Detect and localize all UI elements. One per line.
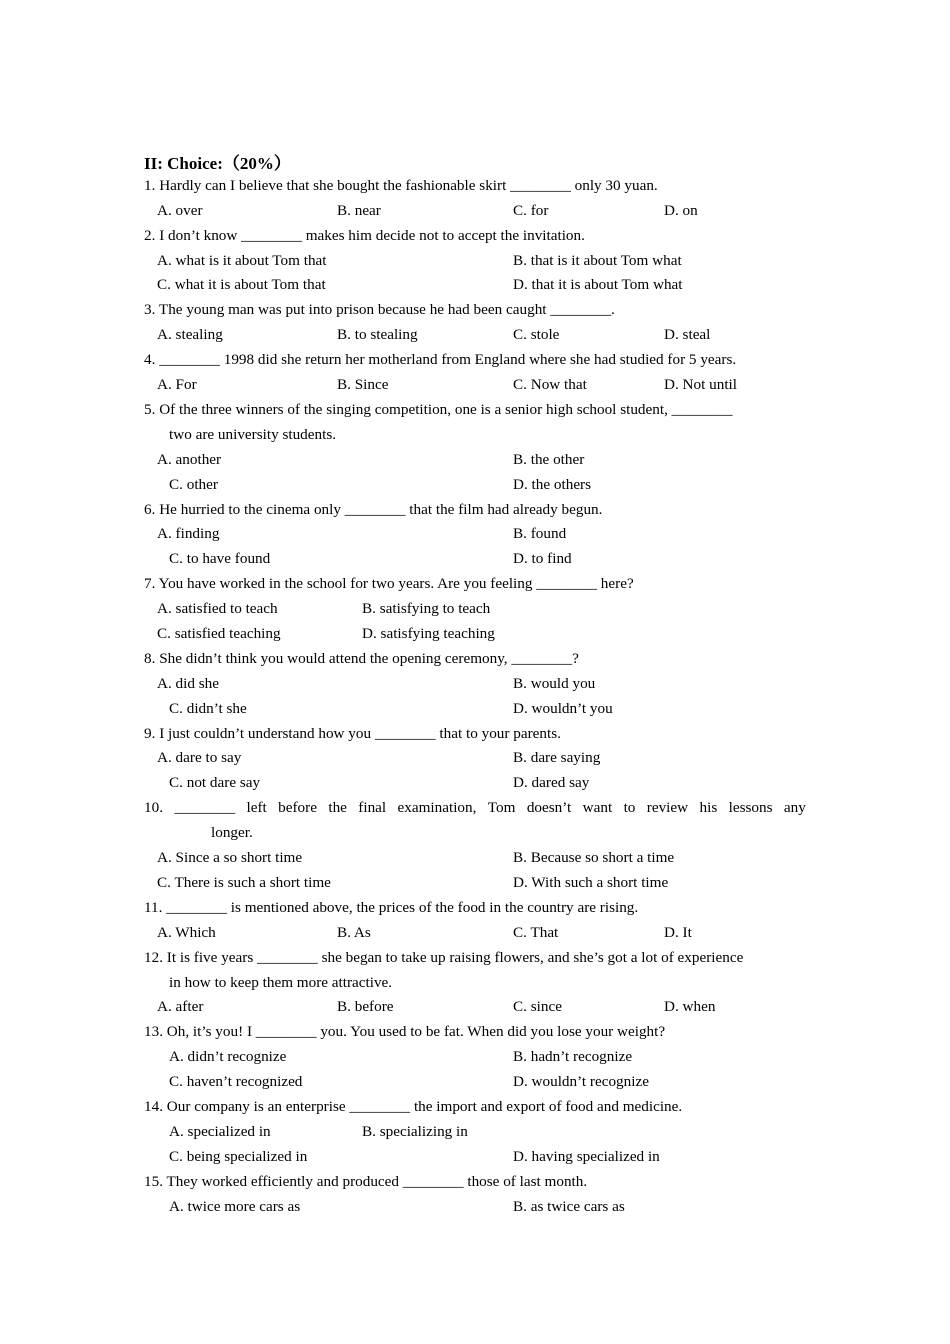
question-10-option-a: A. Since a so short time bbox=[157, 849, 303, 866]
question-10-word: doesn’t bbox=[526, 799, 572, 816]
question-5-option-a: A. another bbox=[157, 451, 222, 468]
question-10-option-c: C. There is such a short time bbox=[157, 874, 331, 891]
question-10-stem-continued: longer. bbox=[211, 824, 253, 841]
question-5-option-b: B. the other bbox=[513, 451, 585, 468]
question-1-option-d: D. on bbox=[664, 202, 698, 219]
question-4-option-a: A. For bbox=[157, 376, 197, 393]
question-1-stem: 1. Hardly can I believe that she bought the fashionable skirt ________ only 30 yuan. bbox=[144, 177, 658, 194]
question-6-option-d: D. to find bbox=[513, 550, 572, 567]
question-12-stem-continued: in how to keep them more attractive. bbox=[169, 974, 393, 991]
question-10-option-b: B. Because so short a time bbox=[513, 849, 675, 866]
question-10-word: examination, bbox=[397, 799, 477, 816]
question-5-stem-continued: two are university students. bbox=[169, 426, 337, 443]
question-13-option-a: A. didn’t recognize bbox=[169, 1048, 287, 1065]
question-13-stem: 13. Oh, it’s you! I ________ you. You used to be fat. When did you lose your weight? bbox=[144, 1023, 666, 1040]
question-4-stem: 4. ________ 1998 did she return her motherland from England where she had studied for 5 years. bbox=[144, 351, 737, 368]
question-7-option-a: A. satisfied to teach bbox=[157, 600, 278, 617]
question-9-option-a: A. dare to say bbox=[157, 749, 242, 766]
question-3-option-d: D. steal bbox=[664, 326, 711, 343]
question-3-option-b: B. to stealing bbox=[337, 326, 418, 343]
question-5-option-d: D. the others bbox=[513, 476, 592, 493]
question-10-word: the bbox=[328, 799, 347, 816]
question-9-option-b: B. dare saying bbox=[513, 749, 601, 766]
question-10-word: before bbox=[278, 799, 317, 816]
question-11-option-a: A. Which bbox=[157, 924, 216, 941]
question-10-word: any bbox=[783, 799, 806, 816]
question-6-stem: 6. He hurried to the cinema only ________ that the film had already begun. bbox=[144, 501, 603, 518]
question-14-option-a: A. specialized in bbox=[169, 1123, 271, 1140]
question-12-option-b: B. before bbox=[337, 998, 394, 1015]
question-8-option-b: B. would you bbox=[513, 675, 596, 692]
question-9-option-d: D. dared say bbox=[513, 774, 590, 791]
question-4-option-d: D. Not until bbox=[664, 376, 737, 393]
question-14-stem: 14. Our company is an enterprise ________ the import and export of food and medicine. bbox=[144, 1098, 683, 1115]
question-7-option-b: B. satisfying to teach bbox=[362, 600, 491, 617]
question-10-word: ________ bbox=[174, 799, 236, 816]
question-6-option-b: B. found bbox=[513, 525, 567, 542]
question-10-word: to bbox=[623, 799, 636, 816]
question-5-option-c: C. other bbox=[169, 476, 218, 493]
question-14-option-d: D. having specialized in bbox=[513, 1148, 660, 1165]
question-12-stem: 12. It is five years ________ she began to take up raising flowers, and she’s got a lot of experience bbox=[144, 949, 744, 966]
question-9-stem: 9. I just couldn’t understand how you ________ that to your parents. bbox=[144, 725, 561, 742]
question-3-option-c: C. stole bbox=[513, 326, 560, 343]
question-4-option-c: C. Now that bbox=[513, 376, 587, 393]
question-6-option-c: C. to have found bbox=[169, 550, 271, 567]
question-15-option-b: B. as twice cars as bbox=[513, 1198, 625, 1215]
question-11-option-d: D. It bbox=[664, 924, 692, 941]
question-9-option-c: C. not dare say bbox=[169, 774, 261, 791]
question-2-option-b: B. that is it about Tom what bbox=[513, 252, 682, 269]
question-2-option-c: C. what it is about Tom that bbox=[157, 276, 326, 293]
question-15-option-a: A. twice more cars as bbox=[169, 1198, 301, 1215]
question-1-option-b: B. near bbox=[337, 202, 381, 219]
question-1-option-c: C. for bbox=[513, 202, 549, 219]
question-12-option-d: D. when bbox=[664, 998, 716, 1015]
question-12-option-c: C. since bbox=[513, 998, 562, 1015]
question-10-word: final bbox=[358, 799, 387, 816]
question-8-stem: 8. She didn’t think you would attend the opening ceremony, ________? bbox=[144, 650, 579, 667]
question-4-option-b: B. Since bbox=[337, 376, 389, 393]
question-6-option-a: A. finding bbox=[157, 525, 220, 542]
question-7-option-c: C. satisfied teaching bbox=[157, 625, 281, 642]
question-5-stem: 5. Of the three winners of the singing competition, one is a senior high school student, ________ bbox=[144, 401, 733, 418]
question-2-stem: 2. I don’t know ________ makes him decide not to accept the invitation. bbox=[144, 227, 585, 244]
question-11-stem: 11. ________ is mentioned above, the prices of the food in the country are rising. bbox=[144, 899, 639, 916]
question-10-word: review bbox=[646, 799, 689, 816]
question-8-option-d: D. wouldn’t you bbox=[513, 700, 613, 717]
question-2-option-d: D. that it is about Tom what bbox=[513, 276, 683, 293]
question-2-option-a: A. what is it about Tom that bbox=[157, 252, 327, 269]
question-12-option-a: A. after bbox=[157, 998, 204, 1015]
question-10-word: want bbox=[582, 799, 613, 816]
question-14-option-c: C. being specialized in bbox=[169, 1148, 308, 1165]
question-15-stem: 15. They worked efficiently and produced ________ those of last month. bbox=[144, 1173, 588, 1190]
question-13-option-b: B. hadn’t recognize bbox=[513, 1048, 633, 1065]
question-8-option-a: A. did she bbox=[157, 675, 220, 692]
question-3-stem: 3. The young man was put into prison because he had been caught ________. bbox=[144, 301, 615, 318]
question-11-option-c: C. That bbox=[513, 924, 559, 941]
question-11-option-b: B. As bbox=[337, 924, 371, 941]
question-10-word: Tom bbox=[487, 799, 516, 816]
question-7-option-d: D. satisfying teaching bbox=[362, 625, 495, 642]
question-7-stem: 7. You have worked in the school for two years. Are you feeling ________ here? bbox=[144, 575, 634, 592]
question-13-option-c: C. haven’t recognized bbox=[169, 1073, 303, 1090]
question-3-option-a: A. stealing bbox=[157, 326, 223, 343]
question-8-option-c: C. didn’t she bbox=[169, 700, 247, 717]
section-title: II: Choice:（20%） bbox=[144, 154, 291, 173]
question-10-word: lessons bbox=[728, 799, 773, 816]
question-13-option-d: D. wouldn’t recognize bbox=[513, 1073, 649, 1090]
question-14-option-b: B. specializing in bbox=[362, 1123, 468, 1140]
question-10-word: his bbox=[699, 799, 718, 816]
question-10-stem bbox=[144, 798, 806, 818]
question-10-word: 10. bbox=[144, 799, 163, 816]
question-10-option-d: D. With such a short time bbox=[513, 874, 669, 891]
question-1-option-a: A. over bbox=[157, 202, 203, 219]
question-10-word: left bbox=[246, 799, 267, 816]
